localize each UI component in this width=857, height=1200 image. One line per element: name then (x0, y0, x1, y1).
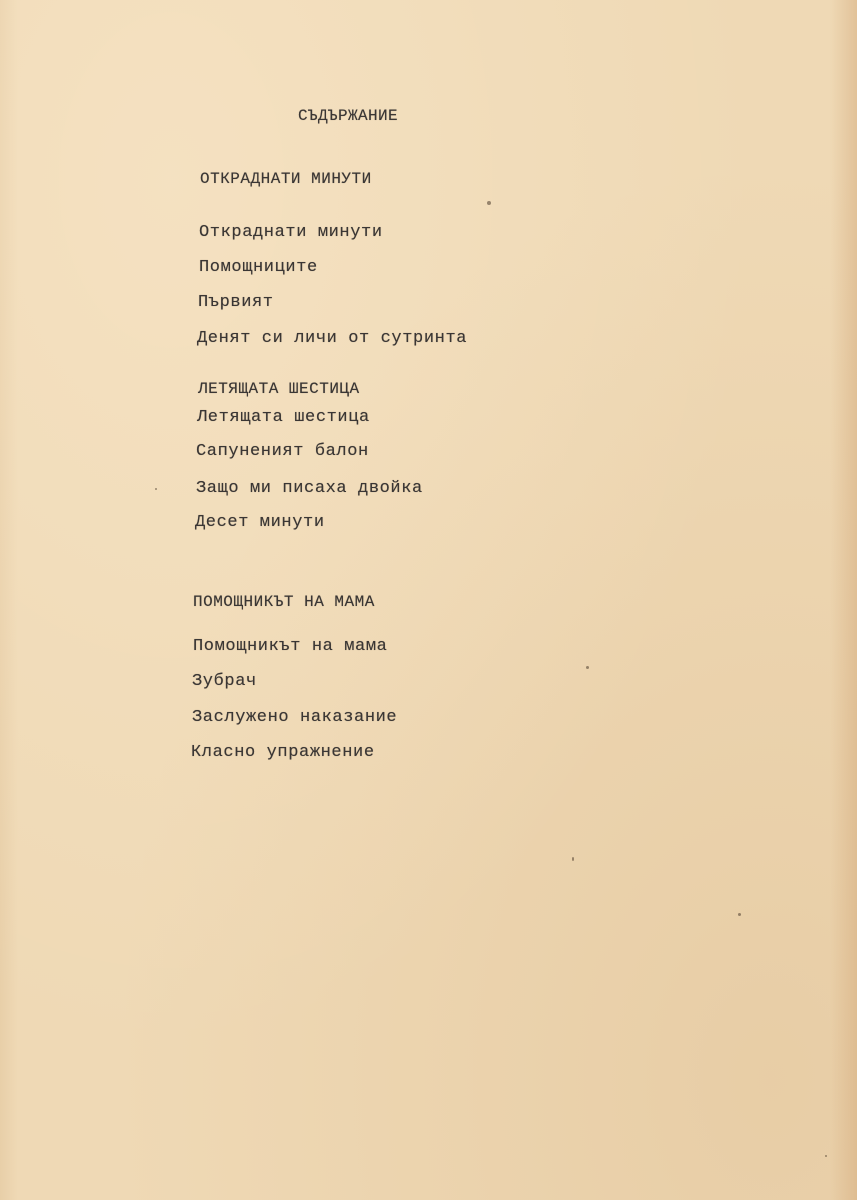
section-heading: ОТКРАДНАТИ МИНУТИ (200, 170, 372, 188)
toc-entry: Откраднати минути (199, 223, 383, 242)
toc-entry: Зубрач (192, 672, 257, 691)
paper-speck (155, 488, 157, 490)
paper-speck (572, 857, 574, 861)
page-title: СЪДЪРЖАНИЕ (298, 107, 399, 125)
toc-entry: Десет минути (195, 513, 325, 532)
toc-entry: Денят си личи от сутринта (197, 329, 468, 348)
paper-speck (825, 1155, 827, 1157)
toc-entry: Заслужено наказание (192, 708, 398, 727)
paper-speck (738, 913, 741, 916)
toc-entry: Сапуненият балон (196, 442, 369, 461)
toc-entry: Защо ми писаха двойка (196, 479, 423, 498)
paper-speck (487, 201, 491, 205)
toc-entry: Помощникът на мама (193, 637, 388, 656)
section-heading: ПОМОЩНИКЪТ НА МАМА (193, 593, 375, 611)
toc-entry: Първият (198, 293, 274, 312)
paper-speck (586, 666, 589, 669)
section-heading: ЛЕТЯЩАТА ШЕСТИЦА (198, 380, 360, 398)
toc-entry: Помощниците (199, 258, 318, 277)
toc-entry: Класно упражнение (191, 743, 375, 762)
toc-entry: Летящата шестица (197, 408, 370, 427)
